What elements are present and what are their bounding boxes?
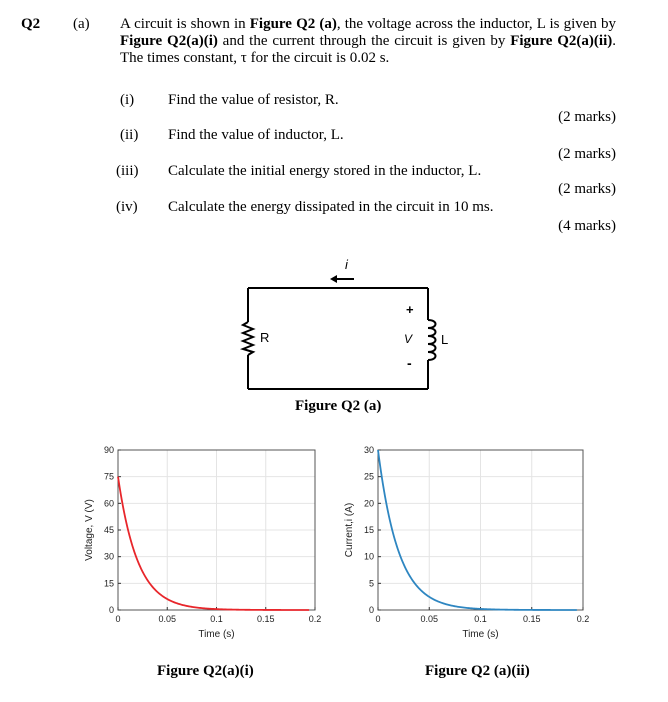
subpart-number: (i) bbox=[120, 92, 135, 108]
current-label: i bbox=[345, 257, 348, 272]
x-tick-label: 0.15 bbox=[256, 614, 275, 624]
y-tick-label: 15 bbox=[363, 525, 374, 535]
series-line bbox=[118, 477, 309, 610]
intro-text-1: A circuit is shown in bbox=[120, 16, 250, 32]
inductor-symbol bbox=[428, 320, 436, 360]
x-tick-label: 0.2 bbox=[576, 614, 590, 624]
subpart-number: (ii) bbox=[120, 127, 139, 143]
x-tick-label: 0.05 bbox=[420, 614, 439, 624]
part-label: (a) bbox=[73, 16, 90, 32]
y-axis-label: Current,i (A) bbox=[344, 502, 355, 558]
y-tick-label: 25 bbox=[363, 471, 374, 482]
y-tick-label: 30 bbox=[363, 445, 374, 455]
intro-ref-figure: Figure Q2 (a) bbox=[249, 16, 337, 32]
y-tick-label: 0 bbox=[108, 605, 114, 615]
y-tick-label: 90 bbox=[103, 445, 114, 455]
x-axis-label: Time (s) bbox=[462, 629, 499, 640]
subpart-text: Find the value of inductor, L. bbox=[168, 127, 344, 143]
intro-ref-figure-ii: Figure Q2(a)(ii) bbox=[510, 33, 613, 49]
y-tick-label: 15 bbox=[103, 578, 114, 589]
x-tick-label: 0.2 bbox=[308, 614, 322, 624]
voltage-chart bbox=[78, 438, 340, 650]
circuit-caption: Figure Q2 (a) bbox=[295, 398, 382, 414]
question-intro bbox=[120, 16, 616, 67]
x-tick-label: 0 bbox=[375, 614, 381, 624]
voltage-label: V bbox=[404, 332, 413, 346]
subpart-number: (iii) bbox=[116, 163, 139, 179]
x-tick-label: 0.1 bbox=[474, 614, 487, 624]
x-tick-label: 0.1 bbox=[210, 614, 223, 624]
y-tick-label: 5 bbox=[368, 578, 374, 589]
y-tick-label: 0 bbox=[368, 605, 374, 615]
intro-text-4: . The times constant, τ for the circuit is 0.02 s. bbox=[120, 33, 616, 66]
y-axis-label: Voltage, V (V) bbox=[84, 499, 95, 561]
question-number: Q2 bbox=[21, 16, 41, 32]
subpart-number: (iv) bbox=[116, 199, 138, 215]
subpart-marks: (2 marks) bbox=[558, 146, 616, 162]
intro-ref-figure-i: Figure Q2(a)(i) bbox=[120, 33, 218, 49]
current-arrow-head bbox=[330, 275, 337, 283]
intro-text-3: and the current through the circuit is given by bbox=[217, 33, 511, 49]
x-tick-label: 0.15 bbox=[522, 614, 541, 624]
subpart-text: Find the value of resistor, R. bbox=[168, 92, 339, 108]
voltage-minus-sign: - bbox=[407, 355, 412, 371]
subpart-text: Calculate the initial energy stored in the inductor, L. bbox=[168, 163, 482, 179]
y-tick-label: 60 bbox=[103, 498, 114, 509]
voltage-chart-caption: Figure Q2(a)(i) bbox=[157, 663, 254, 679]
subpart-marks: (2 marks) bbox=[558, 181, 616, 197]
resistor-symbol bbox=[243, 322, 253, 355]
current-chart-caption: Figure Q2 (a)(ii) bbox=[425, 663, 530, 679]
circuit-diagram bbox=[230, 252, 450, 397]
y-tick-label: 30 bbox=[103, 551, 114, 562]
x-tick-label: 0.05 bbox=[158, 614, 177, 624]
resistor-label: R bbox=[260, 330, 270, 345]
intro-text-2: , the voltage across the inductor, L is given by bbox=[336, 16, 617, 32]
x-tick-label: 0 bbox=[115, 614, 121, 624]
voltage-plus-sign: + bbox=[406, 302, 414, 317]
subpart-marks: (4 marks) bbox=[558, 218, 616, 234]
current-chart bbox=[338, 438, 603, 650]
x-axis-label: Time (s) bbox=[198, 629, 235, 640]
y-tick-label: 10 bbox=[363, 551, 374, 562]
subpart-text: Calculate the energy dissipated in the circuit in 10 ms. bbox=[168, 199, 494, 215]
y-tick-label: 20 bbox=[363, 498, 374, 509]
y-tick-label: 75 bbox=[103, 471, 114, 482]
y-tick-label: 45 bbox=[103, 525, 114, 535]
subpart-marks: (2 marks) bbox=[558, 109, 616, 125]
inductor-label: L bbox=[441, 332, 449, 347]
